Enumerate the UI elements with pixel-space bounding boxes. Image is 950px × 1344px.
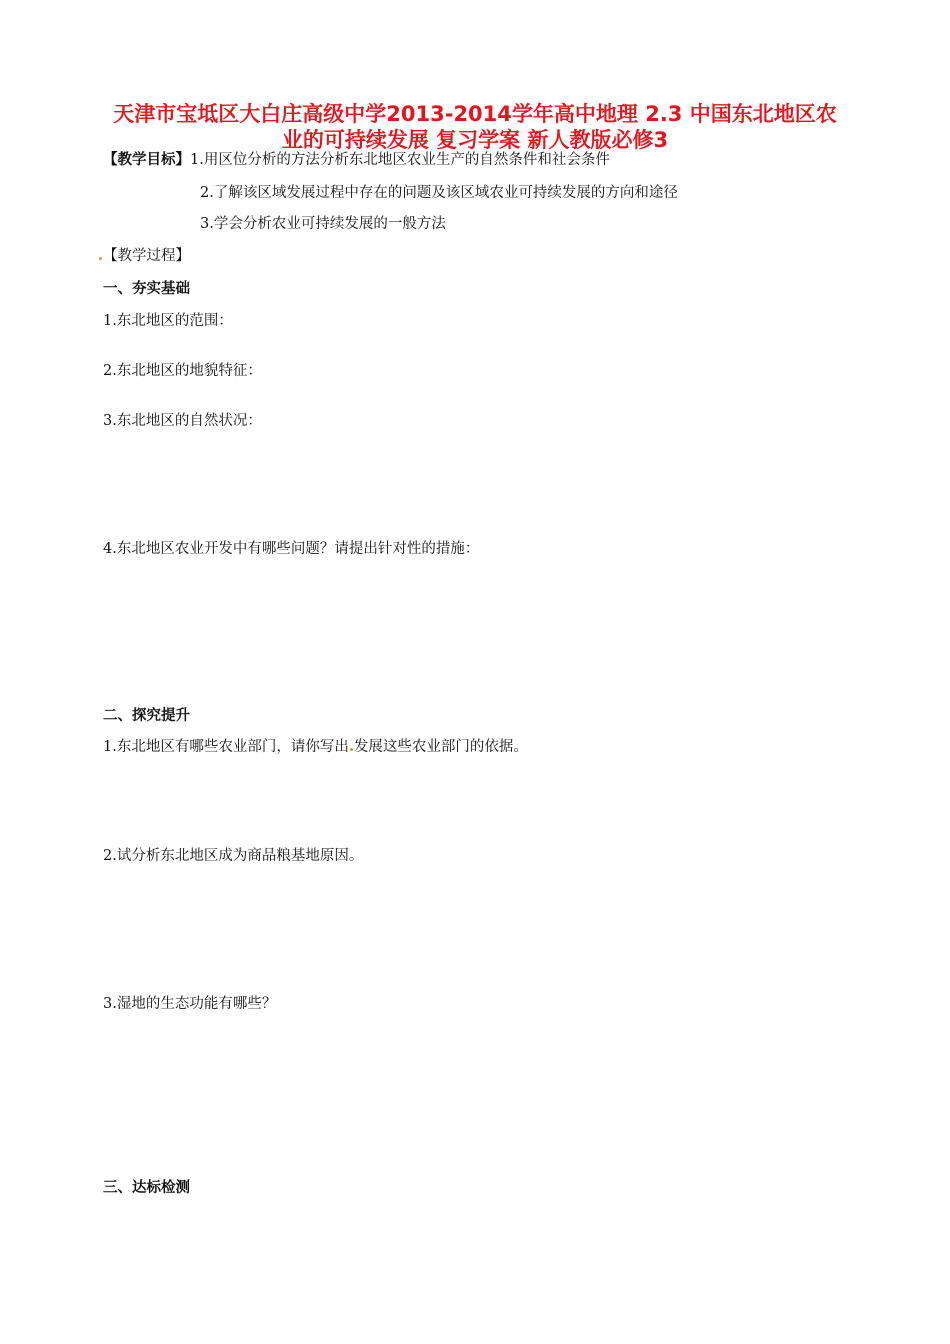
section2-item-1-part-1: 1.东北地区有哪些农业部门，请你写出	[103, 739, 349, 755]
section1-item-3: 3.东北地区的自然状况：	[103, 413, 262, 429]
section2-item-2: 2.试分析东北地区成为商品粮基地原因。	[103, 848, 364, 864]
document-title-line-1: 天津市宝坻区大白庄高级中学2013-2014学年高中地理 2.3 中国东北地区农	[113, 102, 837, 126]
section1-item-4: 4.东北地区农业开发中有哪些问题？请提出针对性的措施：	[103, 541, 480, 557]
objective-item-2: 2.了解该区域发展过程中存在的问题及该区域农业可持续发展的方向和途径	[200, 185, 678, 201]
marker-dot	[99, 257, 102, 260]
section2-item-1-part-2: 发展这些农业部门的依据。	[353, 739, 528, 755]
process-label-row	[98, 246, 190, 266]
section2-item-3: 3.湿地的生态功能有哪些？	[103, 996, 277, 1012]
section-heading-2: 二、探究提升	[103, 708, 190, 724]
section1-item-2: 2.东北地区的地貌特征：	[103, 363, 262, 379]
objectives-label: 【教学目标】	[103, 152, 190, 168]
marker-dot	[350, 748, 353, 751]
objectives-row-1	[103, 150, 610, 170]
process-label: 【教学过程】	[103, 248, 190, 264]
objective-item-1: 1.用区位分析的方法分析东北地区农业生产的自然条件和社会条件	[190, 152, 610, 168]
section1-item-1: 1.东北地区的范围：	[103, 313, 233, 329]
objective-item-3: 3.学会分析农业可持续发展的一般方法	[200, 216, 446, 232]
section-heading-1: 一、夯实基础	[103, 281, 190, 297]
section-heading-3: 三、达标检测	[103, 1180, 190, 1196]
section2-item-1	[103, 737, 528, 757]
document-title-line-2: 业的可持续发展 复习学案 新人教版必修3	[281, 128, 669, 152]
